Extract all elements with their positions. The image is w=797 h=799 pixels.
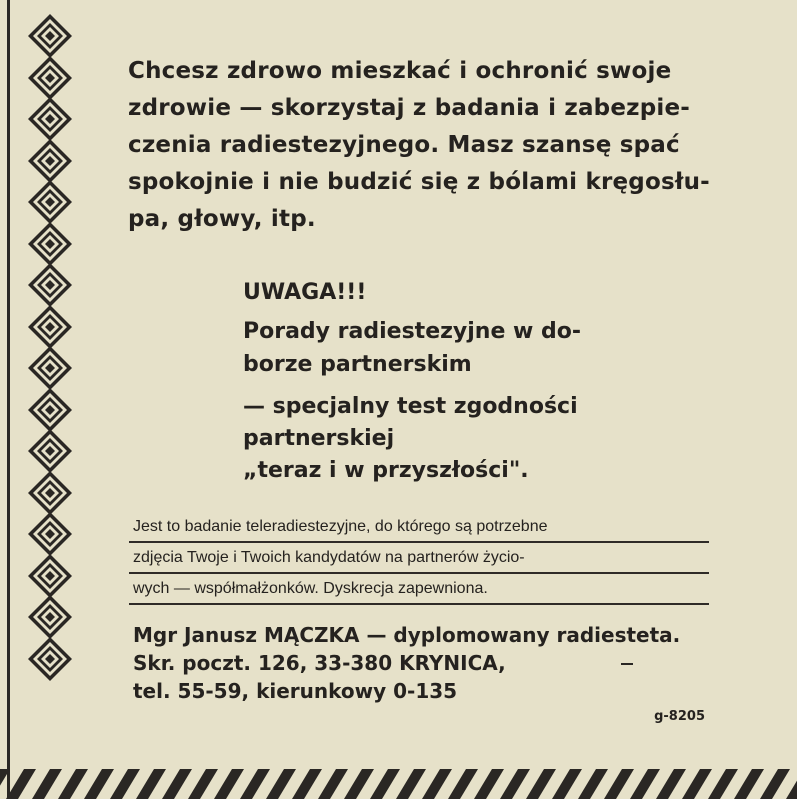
hatch-stripe <box>630 769 660 799</box>
diamond-border-icon <box>27 387 73 433</box>
hatch-stripe <box>656 769 686 799</box>
hatch-stripe <box>370 769 400 799</box>
diamond-border-icon <box>27 221 73 267</box>
note-underline <box>129 603 709 605</box>
intro-line: czenia radiestezyjnego. Masz szansę spać <box>128 132 680 158</box>
print-speck <box>621 663 633 665</box>
diamond-border-icon <box>27 262 73 308</box>
hatched-bottom-border <box>0 769 797 799</box>
hatch-stripe <box>240 769 270 799</box>
hatch-stripe <box>760 769 790 799</box>
diamond-border-icon <box>27 179 73 225</box>
intro-line: pa, głowy, itp. <box>128 206 316 232</box>
diamond-border-icon <box>27 96 73 142</box>
diamond-border-icon <box>27 345 73 391</box>
uwaga-line: borze partnerskim <box>243 352 472 377</box>
note-line: zdjęcia Twoje i Twoich kandydatów na partnerów życio- <box>133 549 525 566</box>
hatch-stripe <box>266 769 296 799</box>
diamond-border-icon <box>27 511 73 557</box>
uwaga-line: Porady radiestezyjne w do- <box>243 319 582 344</box>
hatch-stripe <box>448 769 478 799</box>
uwaga-line: partnerskiej <box>243 426 395 451</box>
hatch-stripe <box>578 769 608 799</box>
left-border-line <box>7 0 10 799</box>
uwaga-line: „teraz i w przyszłości". <box>243 458 529 483</box>
diamond-border-icon <box>27 428 73 474</box>
uwaga-heading: UWAGA!!! <box>243 280 367 305</box>
ad-code: g-8205 <box>654 709 705 724</box>
hatch-stripe <box>734 769 764 799</box>
hatch-stripe <box>396 769 426 799</box>
diamond-border-icon <box>27 636 73 682</box>
hatch-stripe <box>604 769 634 799</box>
hatch-stripe <box>552 769 582 799</box>
hatch-stripe <box>344 769 374 799</box>
diamond-border-icon <box>27 553 73 599</box>
hatch-stripe <box>162 769 192 799</box>
note-line: wych — współmałżonków. Dyskrecja zapewniona. <box>133 580 488 597</box>
contact-phone: tel. 55-59, kierunkowy 0-135 <box>133 679 458 703</box>
hatch-stripe <box>58 769 88 799</box>
note-underline <box>129 572 709 574</box>
intro-line: zdrowie — skorzystaj z badania i zabezpie- <box>128 95 691 121</box>
hatch-stripe <box>292 769 322 799</box>
contact-address: Skr. poczt. 126, 33-380 KRYNICA, <box>133 651 506 675</box>
note-line: Jest to badanie teleradiestezyjne, do którego są potrzebne <box>133 518 548 535</box>
diamond-border-icon <box>27 138 73 184</box>
diamond-border-icon <box>27 55 73 101</box>
diamond-ornament-column <box>27 13 77 703</box>
intro-line: Chcesz zdrowo mieszkać i ochronić swoje <box>128 58 672 84</box>
hatch-stripe <box>318 769 348 799</box>
hatch-stripe <box>6 769 36 799</box>
hatch-stripe <box>786 769 797 799</box>
hatch-stripe <box>708 769 738 799</box>
diamond-border-icon <box>27 594 73 640</box>
hatch-stripe <box>84 769 114 799</box>
hatch-stripe <box>188 769 218 799</box>
diamond-border-icon <box>27 13 73 59</box>
uwaga-line: — specjalny test zgodności <box>243 394 578 419</box>
note-underline <box>129 541 709 543</box>
hatch-stripe <box>500 769 530 799</box>
diamond-border-icon <box>27 304 73 350</box>
hatch-stripe <box>422 769 452 799</box>
hatch-stripe <box>32 769 62 799</box>
hatch-stripe <box>136 769 166 799</box>
hatch-stripe <box>214 769 244 799</box>
hatch-stripe <box>682 769 712 799</box>
hatch-stripe <box>0 769 10 799</box>
intro-line: spokojnie i nie budzić się z bólami kręgosłu- <box>128 169 710 195</box>
hatch-stripe <box>110 769 140 799</box>
hatch-stripe <box>474 769 504 799</box>
hatch-stripe <box>526 769 556 799</box>
diamond-border-icon <box>27 470 73 516</box>
contact-name: Mgr Janusz MĄCZKA — dyplomowany radiesteta. <box>133 623 681 647</box>
